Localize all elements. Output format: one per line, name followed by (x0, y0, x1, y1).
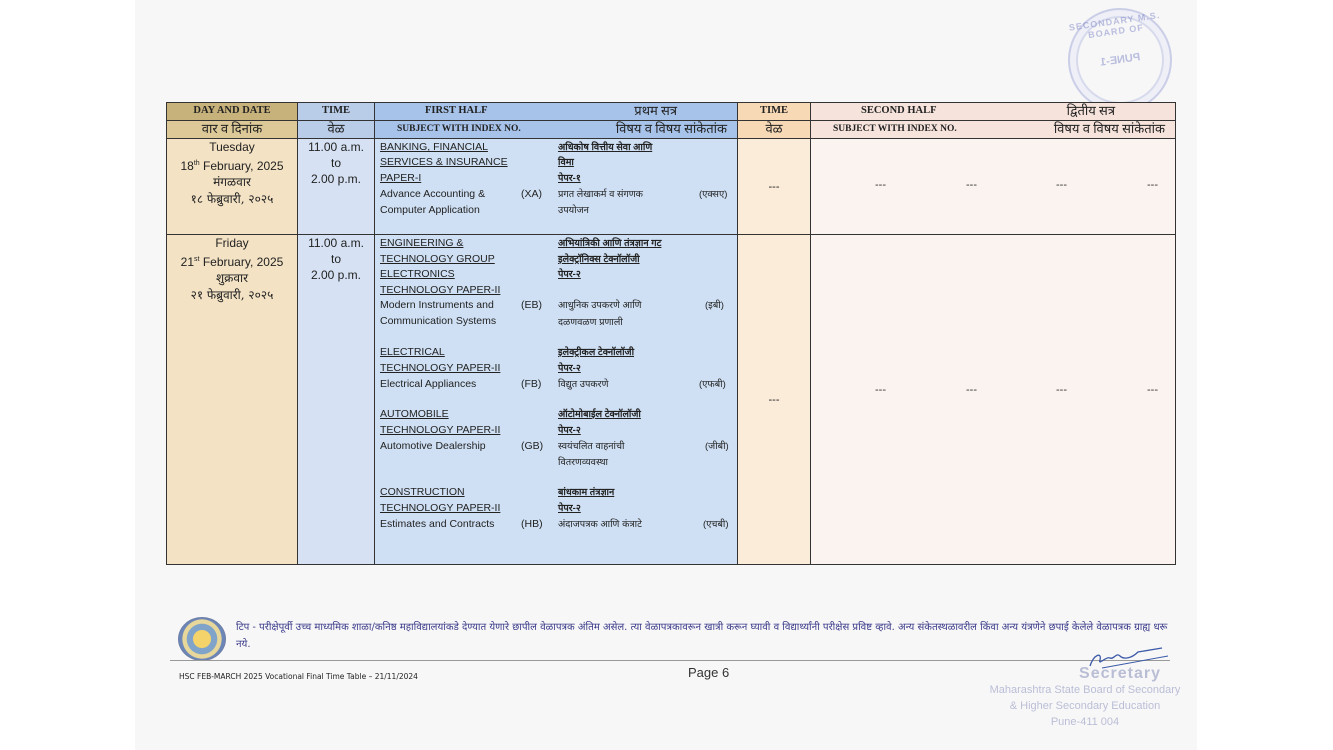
header-subject (375, 121, 738, 139)
time2-cell: --- (738, 139, 811, 235)
day-name-mr: शुक्रवार (215, 271, 249, 285)
footer-note: टिप - परीक्षेपूर्वी उच्च माध्यमिक शाळा/कनिष्ठ महाविद्यालयांकडे देण्यात येणारे छापील वेळापत्रक अंतिम असेल. त्या वेळापत्रकावरून खात्री करून घ्यावी व विद्यार्थ्यांनी परीक्षेस प्रविष्ट व्हावे. अन्य संकेतस्थळावरील किंवा अन्य यंत्रणेने छपाई केलेले वेळापत्रक ग्राह्य धरू नये. (236, 622, 1168, 650)
first-half-en: FIRST HALF (425, 105, 488, 116)
time-cell: 11.00 a.m. to 2.00 p.m. (298, 139, 375, 235)
stamp-center-text: PUNE-1 (1099, 51, 1141, 69)
day-name: Friday (215, 236, 249, 250)
timetable (166, 102, 1176, 565)
second-half-en: SECOND HALF (861, 105, 937, 116)
header-day-mr: वार व दिनांक (167, 121, 298, 139)
date-mr: २१ फेब्रुवारी, २०२५ (190, 287, 274, 302)
date-mr: १८ फेब्रुवारी, २०२५ (190, 191, 274, 206)
header-time-mr: वेळ (298, 121, 375, 139)
subject-code: (HB) (521, 518, 543, 530)
second-half-cell: --- --- --- --- (811, 235, 1176, 565)
secretary-block (970, 666, 1200, 730)
date-en: 21st February, 2025 (180, 254, 284, 269)
day-name-mr: मंगळवार (213, 175, 251, 189)
second-half-mr: द्वितीय सत्र (1066, 103, 1115, 118)
time-cell: 11.00 a.m. to 2.00 p.m. (298, 235, 375, 565)
header-day-en: DAY AND DATE (167, 103, 298, 121)
header-first-half (375, 103, 738, 121)
table-row (167, 139, 1176, 235)
subject-header-mr: विषय व विषय सांकेतांक (615, 121, 727, 136)
subject-code: (GB) (521, 440, 544, 452)
subject-block-xa: BANKING, FINANCIAL SERVICES & INSURANCE PAPER-I Advance Accounting & Computer Application (XA) अधिकोष वित्तीय सेवा आणि विमा पेपर-१ प्रगत लेखाकर्म व संगणक उपयोजन (एक्सए) (380, 141, 728, 216)
time2-cell: --- (738, 235, 811, 565)
header-subject2 (811, 121, 1176, 139)
secretary-line3: Pune-411 004 (1050, 716, 1120, 728)
day-cell (167, 235, 298, 565)
header-time2-en: TIME (738, 103, 811, 121)
footer-divider (170, 660, 1170, 661)
subject-code: (XA) (521, 188, 542, 200)
header-time-en: TIME (298, 103, 375, 121)
header-second-half (811, 103, 1176, 121)
first-half-mr: प्रथम सत्र (634, 103, 677, 118)
subject-code: (EB) (521, 299, 542, 311)
subject2-header-mr: विषय व विषय सांकेतांक (1053, 121, 1165, 136)
board-logo-icon (178, 617, 226, 661)
document-reference: HSC FEB-MARCH 2025 Vocational Final Time Table – 21/11/2024 (179, 672, 418, 681)
secretary-line2: & Higher Secondary Education (1009, 700, 1161, 712)
subject2-header-en: SUBJECT WITH INDEX NO. (833, 124, 957, 134)
subject-cell (375, 139, 738, 235)
subject-code: (FB) (521, 378, 542, 390)
date-en: 18th February, 2025 (180, 158, 284, 173)
header-time2-mr: वेळ (738, 121, 811, 139)
day-cell (167, 139, 298, 235)
subject-cell (375, 235, 738, 565)
page-number: Page 6 (688, 665, 730, 680)
subject-header-en: SUBJECT WITH INDEX NO. (397, 124, 521, 134)
secretary-line1: Maharashtra State Board of Secondary (989, 684, 1181, 696)
secretary-title: Secretary (1079, 665, 1161, 682)
subject-list: ENGINEERING & TECHNOLOGY GROUP ELECTRONICS TECHNOLOGY PAPER-II Modern Instruments and Communication Systems (EB) अभियांत्रिकी आणि तंत्रज्ञान गट इलेक्ट्रॉनिक्स टेक्नॉलॉजी पेपर-२ आधुनिक उपकरणे आणि दळणवळण प्रणाली (इबी) ELECTRICAL TECHNOLOGY PAPER-II Electrical Appliances (FB) इलेक्ट्रीकल टेक्नॉलॉजी पेपर-२ विद्युत उपकरणे (एफबी) AUTOMOBILE TECHNOLOGY PAPER-II Automotive Dealership (GB) ऑटोमोबाईल टेक्नॉलॉजी पेपर-२ स्वयंचलित वाहनांची वितरणव्यवस्था (जीबी) CONSTRUCTION TECHNOLOGY PAPER-II Estimates and Contracts (HB) बांधकाम तंत्रज्ञान पेपर-२ अंदाजपत्रक आणि कंत्राटे (एचबी) (375, 235, 737, 564)
table-row (167, 235, 1176, 565)
day-name: Tuesday (209, 140, 255, 154)
second-half-cell: --- --- --- --- (811, 139, 1176, 235)
stamp-ring-text: SECONDARY M.S. BOARD OF (1068, 10, 1161, 41)
